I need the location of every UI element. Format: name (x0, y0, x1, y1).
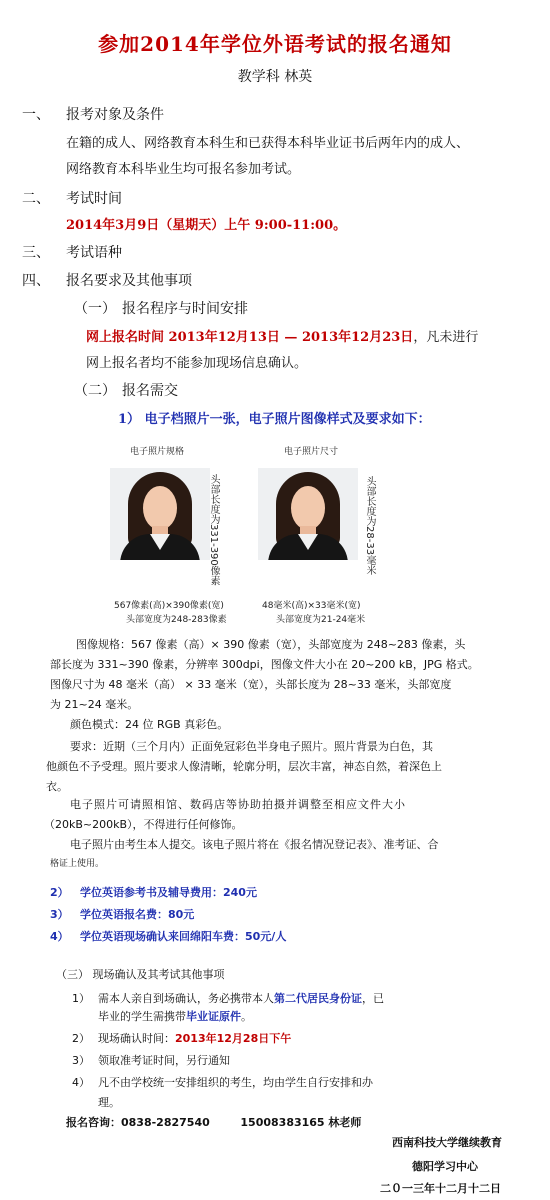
onsite-2-line (98, 1030, 291, 1046)
sub2-number: （二） (74, 383, 116, 399)
id-card-requirement: 第二代居民身份证 (274, 992, 362, 1005)
section-number-2: 二、 (22, 191, 50, 207)
onsite-4-number: 4） (72, 1076, 90, 1089)
photo-right-title: 电子照片尺寸 (284, 447, 339, 457)
req-line-3: 衣。 (46, 780, 68, 793)
exam-time: 2014年3月9日（星期天）上午 9:00-11:00。 (66, 218, 347, 233)
section-number-4: 四、 (22, 273, 50, 289)
photo-left-cap2: 头部宽度为248-283像素 (126, 615, 227, 625)
registration-line-2: 网上报名者均不能参加现场信息确认。 (86, 356, 308, 371)
submit-line-2: 格证上使用。 (50, 859, 105, 869)
author: 教学科 林英 (237, 69, 313, 85)
page-title: 参加2014年学位外语考试的报名通知 (98, 32, 452, 56)
s1-line-2: 网络教育本科毕业生均可报名参加考试。 (66, 162, 301, 177)
section-number-1: 一、 (22, 107, 50, 123)
onsite-4-line-1: 凡不由学校统一安排组织的考生，均由学生自行安排和办 (98, 1076, 373, 1089)
section-label-3: 考试语种 (66, 245, 122, 261)
sub3-heading: （三） 现场确认及其考试其他事项 (56, 968, 225, 981)
contact-info: 报名咨询：0838-2827540 15008383165 林老师 (66, 1116, 362, 1129)
sub1-number: （一） (74, 301, 116, 317)
registration-period: 网上报名时间 2013年12月13日 — 2013年12月23日 (86, 330, 414, 345)
onsite-1-line-2 (98, 1008, 252, 1024)
registration-line-1 (86, 326, 478, 345)
sample-photo-left (110, 468, 210, 560)
onsite-1-line-1 (98, 990, 384, 1006)
sub2-label: 报名需交 (122, 383, 178, 399)
req-line-2: 他颜色不予受理。照片要求人像清晰，轮廓分明，层次丰富，神态自然，着深色上 (46, 760, 442, 773)
fee-3-text: 学位英语报名费：80元 (80, 908, 195, 921)
onsite-2-number: 2） (72, 1032, 90, 1045)
photo-left-cap1: 567像素(高)×390像素(宽) (114, 601, 224, 611)
photo-right-cap1: 48毫米(高)×33毫米(宽) (262, 601, 361, 611)
spec-line-2: 部长度为 331~390 像素，分辨率 300dpi，图像文件大小在 20~200 kB，JPG 格式。 (50, 658, 479, 671)
shop-line-2: （20kB~200kB），不得进行任何修饰。 (44, 818, 243, 831)
fee-4-number: 4） (50, 930, 69, 943)
photo-heading: 1） 电子档照片一张，电子照片图像样式及要求如下： (118, 412, 431, 427)
section-label-2: 考试时间 (66, 191, 122, 207)
section-number-3: 三、 (22, 245, 50, 261)
photo-left-side: 头部长度为331-390像素 (208, 474, 219, 586)
photo-right-cap2: 头部宽度为21-24毫米 (276, 615, 366, 625)
onsite-1-text-f: 。 (241, 1010, 252, 1023)
fee-2-text: 学位英语参考书及辅导费用：240元 (80, 886, 257, 899)
fee-2-number: 2） (50, 886, 69, 899)
sample-photo-right (258, 468, 358, 560)
req-line-1: 要求：近期（三个月内）正面免冠彩色半身电子照片。照片背景为白色，其 (70, 740, 433, 753)
signature-date: 二０一三年十二月十二日 (380, 1182, 501, 1195)
section-label-4: 报名要求及其他事项 (66, 273, 192, 289)
fee-3-number: 3） (50, 908, 69, 921)
s1-line-1: 在籍的成人、网络教育本科生和已获得本科毕业证书后两年内的成人、 (66, 136, 470, 151)
onsite-4-line-2: 理。 (98, 1096, 120, 1109)
fee-4-text: 学位英语现场确认来回绵阳车费：50元/人 (80, 930, 287, 943)
sub1-label: 报名程序与时间安排 (122, 301, 248, 317)
onsite-3-line: 领取准考证时间，另行通知 (98, 1054, 230, 1067)
spec-line-1: 图像规格：567 像素（高）× 390 像素（宽），头部宽度为 248~283 像素，头 (76, 638, 466, 651)
color-mode: 颜色模式：24 位 RGB 真彩色。 (70, 718, 229, 731)
registration-tail: ，凡未进行 (413, 330, 479, 345)
onsite-3-number: 3） (72, 1054, 90, 1067)
shop-line-1: 电子照片可请照相馆、数码店等协助拍摄并调整至相应文件大小 (70, 798, 406, 811)
onsite-2-text-a: 现场确认时间： (98, 1032, 175, 1045)
section-label-1: 报考对象及条件 (66, 107, 164, 123)
submit-line-1: 电子照片由考生本人提交。该电子照片将在《报名情况登记表》、准考证、合 (70, 838, 439, 851)
photo-left-title: 电子照片规格 (130, 447, 185, 457)
signature-org: 西南科技大学继续教育 (392, 1136, 502, 1149)
onsite-1-text-d: 毕业的学生需携带 (98, 1010, 186, 1023)
onsite-1-number: 1） (72, 992, 90, 1005)
diploma-requirement: 毕业证原件 (186, 1010, 241, 1023)
onsite-1-text-c: ，已 (362, 992, 384, 1005)
onsite-confirmation-date: 2013年12月28日下午 (175, 1032, 292, 1045)
spec-line-3: 图像尺寸为 48 毫米（高） × 33 毫米（宽），头部长度为 28~33 毫米，头部宽度 (50, 678, 452, 691)
signature-center: 德阳学习中心 (412, 1160, 478, 1173)
photo-right-side: 头部长度为28-33毫米 (364, 476, 375, 576)
onsite-1-text-a: 需本人亲自到场确认，务必携带本人 (98, 992, 274, 1005)
spec-line-4: 为 21~24 毫米。 (50, 698, 139, 711)
